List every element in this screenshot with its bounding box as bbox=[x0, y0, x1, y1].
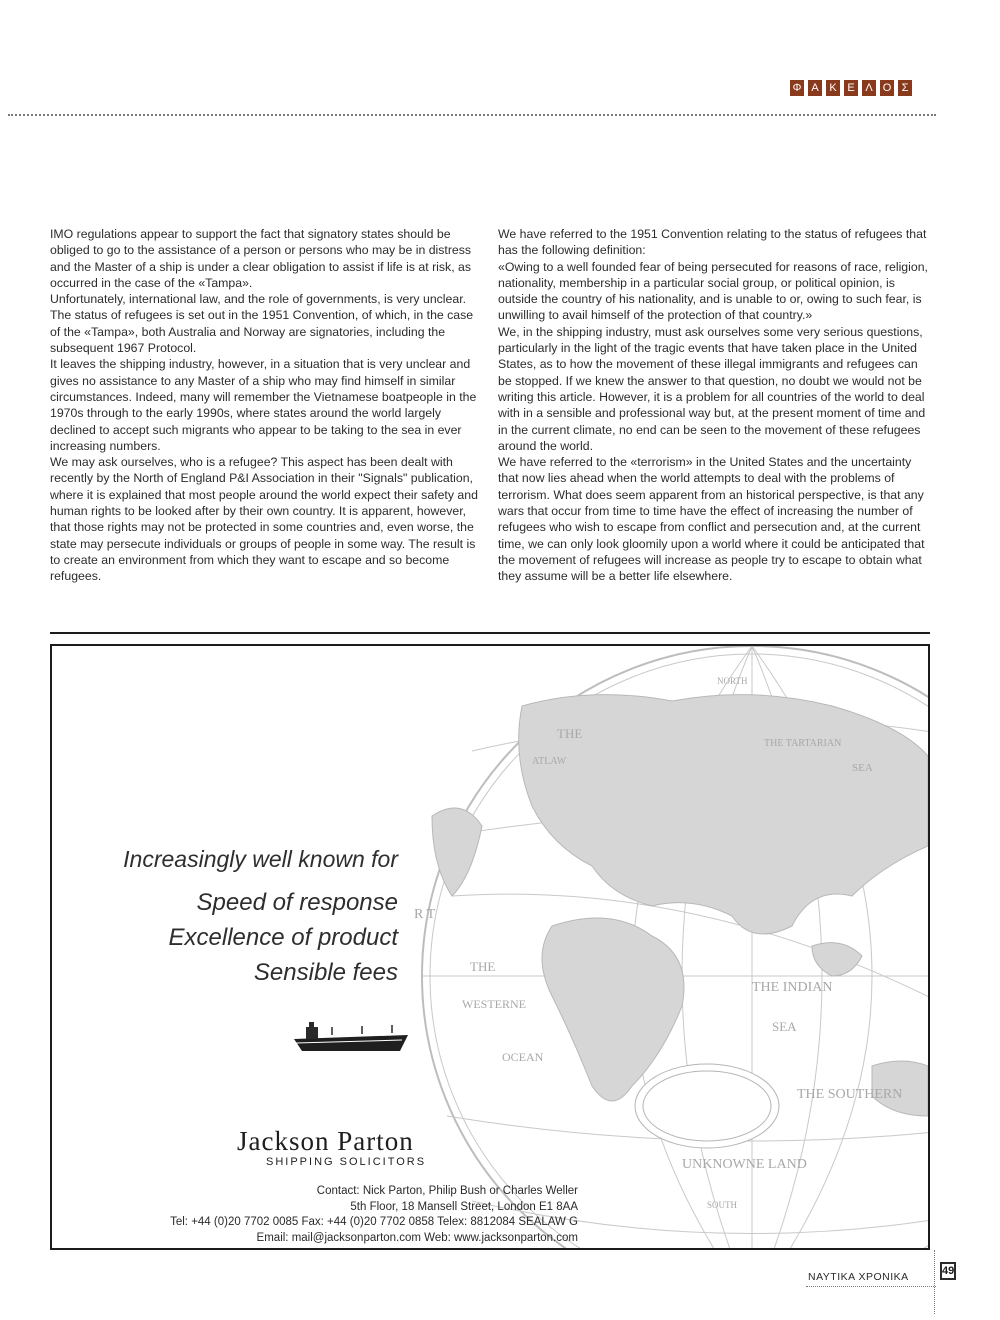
contact-line: Contact: Nick Parton, Philip Bush or Charles Weller bbox=[316, 1185, 578, 1197]
map-label-southern: THE SOUTHERN bbox=[797, 1087, 903, 1102]
map-label-atlantic: ATLAW bbox=[532, 756, 567, 767]
map-label-north: NORTH bbox=[717, 676, 748, 686]
map-label-westerne: WESTERNE bbox=[462, 997, 526, 1011]
map-label-rt: R T bbox=[414, 907, 436, 922]
ad-taglines bbox=[123, 846, 398, 990]
article-paragraph: Unfortunately, international law, and the role of governments, is very unclear. The status of refugees is set out in the 1951 Convention, of which, in the case of the «Tampa», both Australia and Norway are signatories, including the subsequent 1967 Protocol. bbox=[50, 292, 474, 356]
article-paragraph: We may ask ourselves, who is a refugee? This aspect has been dealt with recently by the North of England P&I Association in their "Signals" publication, where it is explained that most people around the world expect their safety and human rights to be looked after by their own country. It is apparent, however, that those rights may not be protected in some countries and, even worse, the state may persecute individuals or groups of people in some way. The result is to create an environment from which they want to escape and so become refugees. bbox=[50, 455, 478, 584]
contact-line: 5th Floor, 18 Mansell Street, London E1 8AA bbox=[350, 1200, 578, 1213]
footer-divider bbox=[806, 1286, 936, 1287]
section-tag-letter: Α bbox=[808, 80, 822, 96]
map-label-unknowne-land: UNKNOWNE LAND bbox=[682, 1157, 807, 1172]
tagline-item: Sensible fees bbox=[253, 959, 398, 986]
section-tag bbox=[790, 80, 912, 96]
page-number: 49 bbox=[940, 1262, 956, 1280]
article-paragraph: We have referred to the «terrorism» in the United States and the uncertainty that now lies ahead when the world attempts to deal with the problems of terrorism. What does seem apparent from an historical perspective, is that any wars that occur from time to time have the effect of increasing the number of refugees who wish to escape from conflict and persecution and, at the current time, we can only look gloomily upon a world where it could be anticipated that the movement of refugees will increase as people try to escape to obtain what they assume will be a better life elsewhere. bbox=[498, 455, 925, 584]
article-paragraph: «Owing to a well founded fear of being persecuted for reasons of race, religion, nationality, membership in a particular social group, or political opinion, is outside the country of his nationality, and is unable to or, owing to such fear, is unwilling to avail himself of the protection of that country.» bbox=[498, 259, 928, 323]
section-tag-letter: Ε bbox=[844, 80, 858, 96]
map-label-tartary: THE TARTARIAN bbox=[764, 738, 842, 749]
map-label-south: SOUTH bbox=[707, 1200, 738, 1210]
advertisement bbox=[50, 644, 930, 1250]
contact-line: Email: mail@jacksonparton.com Web: www.jacksonparton.com bbox=[256, 1231, 578, 1244]
tagline-lead: Increasingly well known for bbox=[123, 846, 398, 872]
section-tag-letter: Ο bbox=[880, 80, 894, 96]
article-paragraph: It leaves the shipping industry, however, in a situation that is very unclear and gives no assistance to any Master of a ship who may find himself in similar circumstances. Indeed, many will remember the Vietnamese boatpeople in the 1970s through to the early 1990s, where states around the world largely declined to accept such migrants who appear to be taking to the sea in ever increasing numbers. bbox=[50, 357, 477, 453]
map-label-the-west: THE bbox=[470, 959, 496, 974]
contact-block bbox=[118, 1184, 578, 1246]
article-column-right bbox=[498, 226, 930, 585]
contact-line: Tel: +44 (0)20 7702 0085 Fax: +44 (0)20 7702 0858 Telex: 8812084 SEALAW G bbox=[170, 1216, 578, 1228]
map-label-ocean: OCEAN bbox=[502, 1050, 544, 1064]
section-tag-letter: Φ bbox=[790, 80, 804, 96]
firm-name: Jackson Parton bbox=[237, 1126, 414, 1156]
firm-subtitle: SHIPPING SOLICITORS bbox=[266, 1156, 427, 1168]
section-tag-letter: Κ bbox=[826, 80, 840, 96]
footer-vertical-divider bbox=[934, 1250, 935, 1314]
section-tag-letter: Σ bbox=[898, 80, 912, 96]
article-divider bbox=[50, 632, 930, 634]
tagline-item: Speed of response bbox=[196, 889, 398, 916]
map-label-indian-sea: SEA bbox=[772, 1019, 797, 1034]
tagline-item: Excellence of product bbox=[168, 924, 398, 951]
article-paragraph: IMO regulations appear to support the fact that signatory states should be obliged to go to the assistance of a person or persons who may be in distress and the Master of a ship is under a clear obligation to assist if life is at risk, as occurred in the case of the «Tampa». bbox=[50, 227, 472, 290]
section-tag-letter: Λ bbox=[862, 80, 876, 96]
ship-icon bbox=[292, 1021, 412, 1055]
map-label-indian: THE INDIAN bbox=[752, 980, 833, 995]
publication-name: ΝΑΥΤΙΚΑ ΧΡΟΝΙΚΑ bbox=[808, 1271, 909, 1283]
map-label-sea: SEA bbox=[852, 762, 873, 774]
article-column-left bbox=[50, 226, 482, 585]
article-paragraph: We have referred to the 1951 Convention relating to the status of refugees that has the following definition: bbox=[498, 227, 927, 258]
map-label-the: THE bbox=[557, 726, 583, 741]
header-divider bbox=[8, 114, 936, 116]
article-paragraph: We, in the shipping industry, must ask ourselves some very serious questions, particularly in the light of the tragic events that have taken place in the United States, as to how the movement of these illegal immigrants and refugees can be stopped. If we knew the answer to that question, no doubt we would not be writing this article. However, it is a problem for all countries of the world to deal with in a sensible and professional way but, at the present moment of time and in the current climate, no end can be seen to the movement of these refugees around the world. bbox=[498, 324, 926, 453]
